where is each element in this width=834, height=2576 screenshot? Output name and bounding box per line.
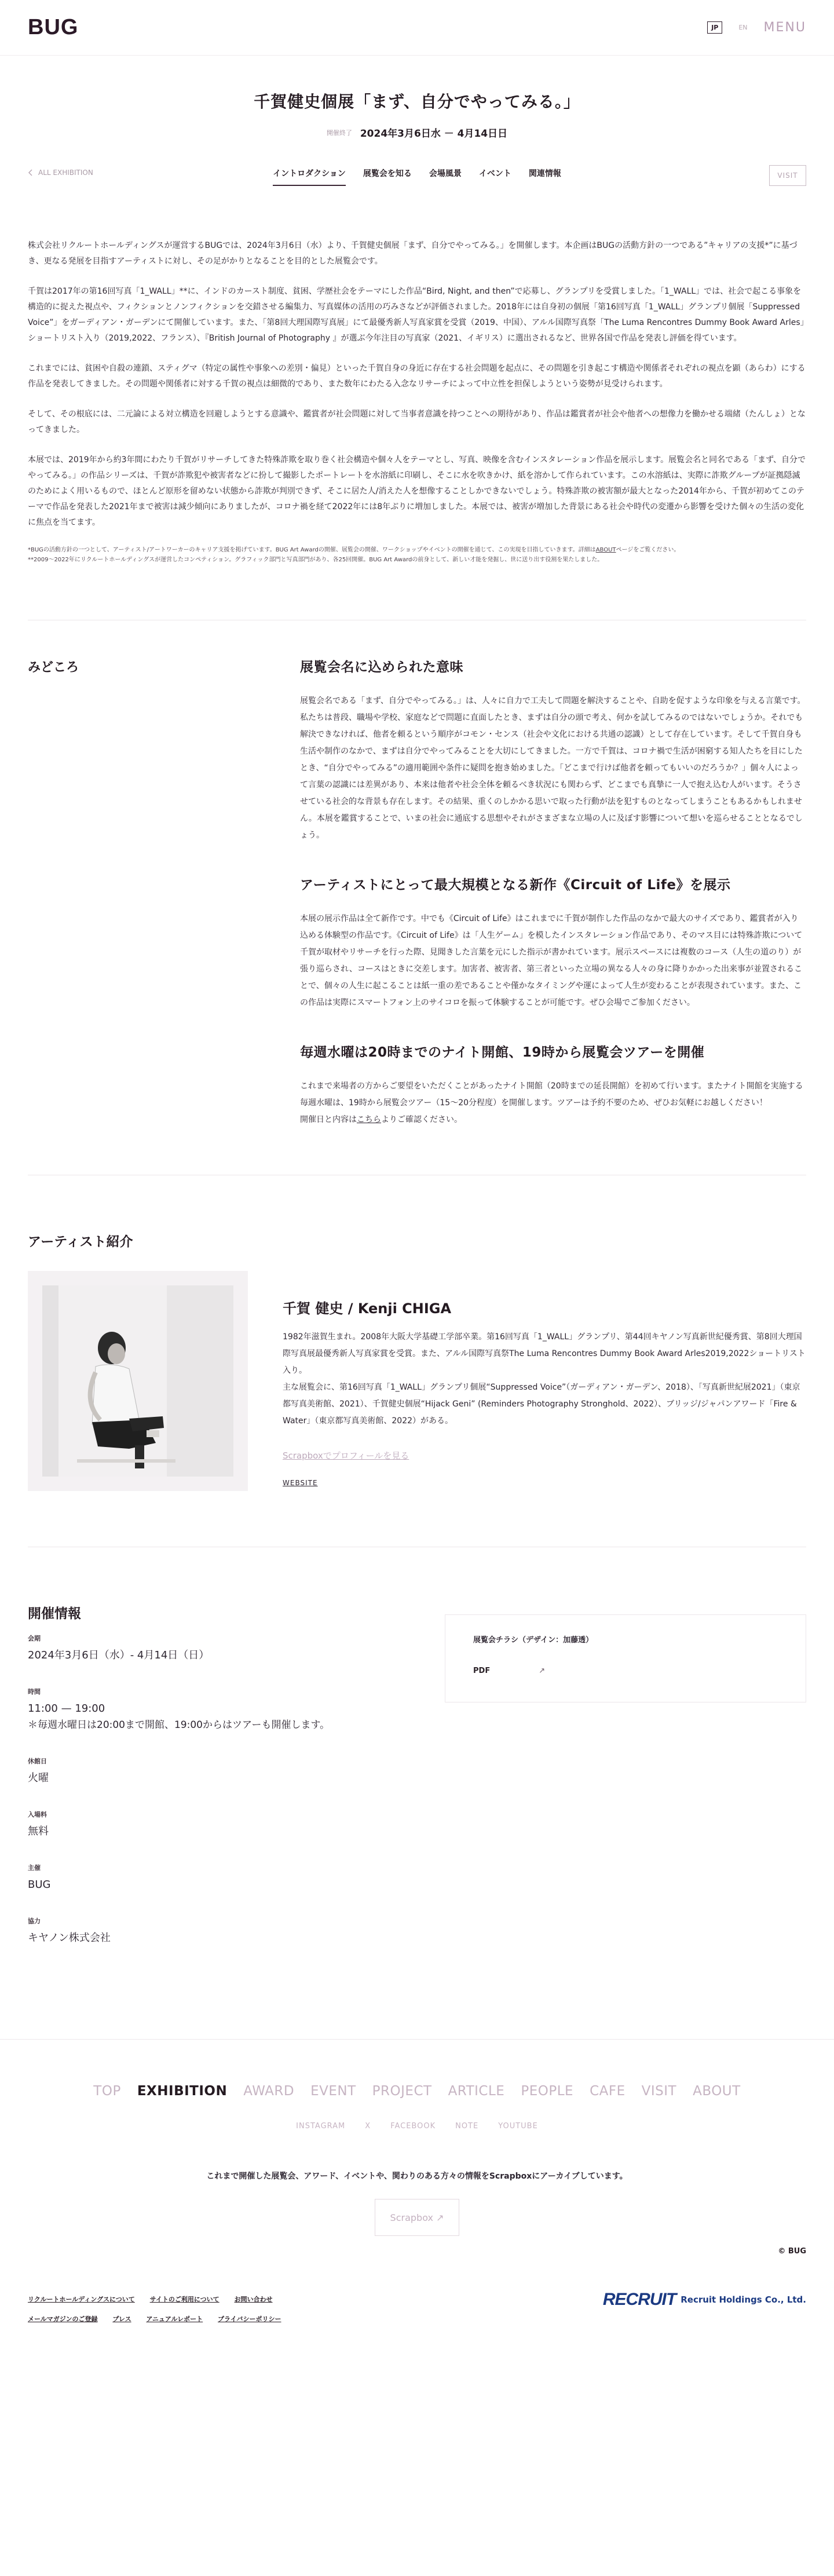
- info-label: 主催: [28, 1864, 41, 1872]
- tab-about-exhibition[interactable]: 展覧会を知る: [363, 169, 412, 178]
- recruit-text: Recruit Holdings Co., Ltd.: [681, 2294, 806, 2305]
- about-link[interactable]: ABOUT: [595, 547, 616, 553]
- info-item-closed: [28, 1756, 422, 1786]
- info-value: 火曜: [28, 1772, 49, 1784]
- info-item-organizer: [28, 1863, 422, 1893]
- copyright: © BUG: [778, 2247, 806, 2256]
- recruit-mark: RECRUIT: [602, 2290, 676, 2309]
- scrapbox-profile-link[interactable]: Scrapboxでプロフィールを見る: [283, 1450, 409, 1461]
- info-section: [0, 1547, 834, 2039]
- tab-bar: [0, 164, 834, 186]
- page-title: 千賀健史個展「まず、自分でやってみる。」: [254, 92, 580, 111]
- info-title: 開催情報: [28, 1606, 81, 1621]
- artist-exhibitions: 主な展覧会に、第16回写真「1_WALL」グランプリ個展“Suppressed Voice”（ガーディアン・ガーデン、2018）、「写真新世紀展2021」（東京都写真美術館、2021）、千賀健史個展“Hijack Geni” (Reminders Photography Stronghold、2022）、ブリッジ/ジャパンアワード「Fire & Water」（東京都写真美術館、2022）がある。: [283, 1383, 800, 1426]
- intro-paragraph: 本展では、2019年から約3年間にわたり千賀がリサーチしてきた特殊詐欺を取り巻く社会構造や個々人をテーマとし、写真、映像を含むインスタレーション作品を展示します。展覧会名と同名である「まず、自分でやってみる。」の作品シリーズは、千賀が詐欺犯や被害者などに扮して撮影したポートレートを水溶紙に印刷し、そこに水を吹きかけ、紙を溶かして作られています。この水溶紙は、実際に詐欺グループが証拠隠滅のためによく用いるもので、ほとんど原形を留めない状態から詐欺が判別できず、そこに居た人/消えた人を想像することしかできないでしょう。特殊詐欺の被害額が最大となった2014年から、千賀が初めてこのテーマで作品を発表した2021年まで被害は減少傾向にありましたが、コロナ禍を経て2022年には8年ぶりに増加しました。本展では、被害が増加した背景にある社会や時代の変遷から影響を受けた個々の生活の変化に焦点を当てます。: [28, 455, 806, 527]
- artist-name: 千賀 健史 / Kenji CHIGA: [283, 1300, 452, 1317]
- intro-paragraph: そして、その根底には、二元論による対立構造を回避しようとする意識や、鑑賞者が社会問題に対して当事者意識を持つことへの期待があり、作品は鑑賞者が社会や他者への想像力を働かせる端緒（たんしょ）となってきました。: [28, 410, 806, 434]
- highlights-section: [0, 620, 834, 1175]
- tab-related[interactable]: 関連情報: [528, 169, 561, 178]
- site-header: [0, 0, 834, 56]
- info-label: 協力: [28, 1917, 41, 1925]
- legal-link[interactable]: アニュアルレポート: [146, 2315, 203, 2323]
- info-value: 無料: [28, 1825, 49, 1837]
- menu-button[interactable]: MENU: [763, 20, 806, 35]
- social-x[interactable]: X: [365, 2122, 371, 2131]
- social-youtube[interactable]: YOUTUBE: [498, 2122, 538, 2131]
- footnotes: [28, 545, 806, 565]
- info-label: 会期: [28, 1635, 41, 1642]
- highlight-text-a: これまで来場者の方からご要望をいただくことがあったナイト開館（20時までの延長開館）を初めて行います。またナイト開館を実施する毎週水曜は、19時から展覧会ツアー（15〜20分程度）を開催します。ツアーは予約不要のため、ぜひお気軽にお越しください！: [300, 1081, 803, 1108]
- exhibition-period: [0, 125, 834, 140]
- info-list: [28, 1603, 422, 1970]
- lang-en-button[interactable]: EN: [738, 24, 748, 31]
- footnote-1-text: *BUGの活動方針の一つとして、アーティスト/アートワーカーのキャリア支援を掲げています。BUG Art Awardの開催、展覧会の開催、ワークショップやイベントの開催を通じて、この実現を目指していきます。詳細は: [28, 547, 596, 553]
- legal-links: [28, 2290, 294, 2329]
- tab-introduction[interactable]: イントロダクション: [273, 164, 346, 186]
- header-right: [707, 20, 806, 35]
- info-item-cooperation: [28, 1916, 422, 1946]
- intro-paragraph: 株式会社リクルートホールディングスが運営するBUGでは、2024年3月6日（水）より、千賀健史個展「まず、自分でやってみる。」を開催します。本企画はBUGの活動方針の一つである”キャリアの支援*”に基づき、更なる発展を目指すアーティストに対し、その足がかりとなることを目的とした展覧会です。: [28, 241, 798, 266]
- intro-paragraph: これまでには、貧困や自殺の連鎖、スティグマ（特定の属性や事象への差別・偏見）といった千賀自身の身近に存在する社会問題を起点に、その問題を引き起こす構造や関係者それぞれの視点を顕（あらわ）にする作品を発表してきました。その問題や関係者に対する千賀の視点は細微的であり、また数年にわたる入念なリサーチによって中立性を担保しようという姿勢が見受けられます。: [28, 364, 806, 389]
- info-item-fee: [28, 1810, 422, 1840]
- legal-link[interactable]: メールマガジンのご登録: [28, 2315, 98, 2323]
- external-link-icon: ↗: [539, 1667, 546, 1675]
- footer-nav-award[interactable]: AWARD: [243, 2084, 295, 2099]
- artist-section: [0, 1175, 834, 1547]
- legal-link[interactable]: プレス: [112, 2315, 131, 2323]
- visit-button[interactable]: VISIT: [769, 165, 806, 186]
- social-instagram[interactable]: INSTAGRAM: [296, 2122, 346, 2131]
- info-value: 11:00 — 19:00: [28, 1702, 105, 1715]
- highlight-text: 本展の展示作品は全て新作です。中でも《Circuit of Life》はこれまでに千賀が制作した作品のなかで最大のサイズであり、鑑賞者が入り込める体験型の作品です。《Circuit of Life》は「人生ゲーム」を模したインスタレーション作品であり、そのマス目には特殊詐欺について千賀が取材やリサーチを行った際、見聞きした言葉を元にした指示が書かれています。展示スペースには複数のコース（人生の道のり）が張り巡らされ、コースはときに交差します。加害者、被害者、第三者といった立場の異なる人々の身に降りかかった出来事が並置されることで、個々の人生に起こることは紙一重の差であることや僅かなタイミングや運によって人生が変わることが表現されています。また、この作品は実際にスマートフォン上のサイコロを振って体験することが可能です。ぜひ会場でご参加ください。: [300, 914, 803, 1007]
- info-label: 休館日: [28, 1757, 47, 1765]
- scrapbox-button[interactable]: Scrapbox ↗: [375, 2199, 459, 2236]
- footer-nav: [0, 2084, 834, 2099]
- footer-nav-article[interactable]: ARTICLE: [448, 2084, 505, 2099]
- highlight-text-b: 開催日と内容は: [300, 1115, 357, 1124]
- highlight-heading: 展覧会名に込められた意味: [300, 660, 463, 675]
- legal-link[interactable]: サイトのご利用について: [149, 2296, 220, 2303]
- info-value: BUG: [28, 1879, 51, 1891]
- footnote-1-tail: ページをご覧ください。: [616, 547, 680, 553]
- footer-nav-cafe[interactable]: CAFE: [590, 2084, 626, 2099]
- exhibition-title-block: [0, 56, 834, 140]
- introduction-section: [0, 198, 834, 565]
- highlight-text: [300, 1078, 806, 1128]
- legal-row: [28, 2290, 294, 2310]
- info-note: ＊毎週水曜日は20:00まで開館、19:00からはツアーも開催します。: [28, 1719, 330, 1731]
- schedule-link[interactable]: こちら: [357, 1115, 381, 1124]
- highlight-heading: アーティストにとって最大規模となる新作《Circuit of Life》を展示: [300, 878, 731, 893]
- social-note[interactable]: NOTE: [455, 2122, 479, 2131]
- footer-bottom: [28, 2290, 806, 2329]
- status-badge: 開催終了: [326, 129, 352, 137]
- flyer-card: [445, 1614, 806, 1702]
- flyer-pdf-link[interactable]: [473, 1667, 778, 1675]
- website-link[interactable]: WEBSITE: [283, 1479, 318, 1487]
- social-facebook[interactable]: FACEBOOK: [390, 2122, 436, 2131]
- sub-nav: [0, 151, 834, 198]
- info-label: 入場料: [28, 1811, 47, 1818]
- highlights-label: みどころ: [28, 660, 79, 675]
- intro-paragraph: 千賀は2017年の第16回写真「1_WALL」**に、インドのカースト制度、貧困、学歴社会をテーマにした作品“Bird, Night, and then”で応募し、グランプリを受賞しました。「1_WALL」では、社会で起こる事象を構造的に捉えた視点や、フィクションとノンフィクションを交錯させる編集力、写真媒体の活用の巧みさなどが評価されました。2018年には自身初の個展「第16回写真「1_WALL」グランプリ個展「Suppressed Voice”」をガーディアン・ガーデンにて開催しています。また、「第8回大理国際写真展」にて最優秀新人写真家賞を受賞（2019、中国）、アルル国際写真祭「The Luma Rencontres Dummy Book Award Arles」ショートリスト入り（2019,2022、フランス）、『British Journal of Photography 』が選ぶ今年注目の写真家（2021、イギリス）に選出されるなど、世界各国で作品を発表し評価を得ています。: [28, 287, 804, 343]
- period-dates: 2024年3月6日水 － 4月14日日: [360, 128, 508, 140]
- pdf-label: PDF: [473, 1667, 491, 1675]
- tab-events[interactable]: イベント: [478, 169, 511, 178]
- all-exhibition-label: ALL EXHIBITION: [38, 169, 93, 177]
- highlight-heading: 毎週水曜は20時までのナイト開館、19時から展覧会ツアーを開催: [300, 1045, 705, 1060]
- highlight-text-c: よりご確認ください。: [381, 1115, 462, 1124]
- artist-bio: 1982年滋賀生まれ。2008年大阪大学基礎工学部卒業。第16回写真「1_WALL」グランプリ、第44回キヤノン写真新世紀優秀賞、第8回大理国際写真展最優秀新人写真家賞を受賞。また、アルル国際写真祭The Luma Rencontres Dummy Book Award Arles2019,2022ショートリスト入り。: [283, 1332, 806, 1375]
- info-label: 時間: [28, 1688, 41, 1696]
- artist-info: [283, 1271, 806, 1491]
- site-footer: [0, 2039, 834, 2347]
- highlights-body: [300, 656, 806, 1128]
- footnote-2: **2009〜2022年にリクルートホールディングスが運営したコンペティション。グラフィック部門と写真部門があり、各25回開催。BUG Art Awardの前身として、新しい才能を発掘し、世に送り出す役割を果たしました。: [28, 557, 603, 563]
- info-value: 2024年3月6日（水）- 4月14日（日）: [28, 1649, 210, 1661]
- footer-nav-top[interactable]: TOP: [93, 2084, 121, 2099]
- footer-nav-visit[interactable]: VISIT: [641, 2084, 677, 2099]
- legal-row: [28, 2310, 294, 2329]
- legal-link[interactable]: リクルートホールディングスについて: [28, 2296, 135, 2303]
- footer-nav-people[interactable]: PEOPLE: [521, 2084, 574, 2099]
- highlight-text: 展覧会名である「まず、自分でやってみる。」は、人々に自力で工夫して問題を解決することや、自助を促すような印象を与える言葉です。私たちは普段、職場や学校、家庭などで問題に直面したとき、まずは自分の頭で考え、何かを試してみるのではないでしょうか。それでも解決できなければ、他者を頼るという順序がコモン・センス（社会や文化における共通の認識）として存在しています。そして千賀自身も生活や制作のなかで、まずは自分でやってみることを大切にしてきました。一方で千賀は、コロナ禍で生活が困窮する知人たちを目にしたとき、“自分でやってみる”の適用範囲や条件に疑問を抱き始めました。「どこまで行けば他者を頼ってもいいのだろうか？」個々人によって言葉の認識には差異があり、本来は他者や社会全体を頼るべき状況にも関わらず、どこまでも真摯に一人で抱え込む人がいます。そうさせている社会的な背景も存在します。その結果、重くのしかかる思いで取った行動が法を犯すものとなってしまうこともあるかもしれません。本展を鑑賞することで、いまの社会に通底する思想やそれがさまざまな立場の人に及ぼす影響について想いを巡らせることとなるでしょう。: [300, 696, 806, 840]
- legal-link[interactable]: お問い合わせ: [234, 2296, 273, 2303]
- footer-nav-about[interactable]: ABOUT: [693, 2084, 741, 2099]
- legal-link[interactable]: プライバシーポリシー: [218, 2315, 281, 2323]
- artist-section-title: アーティスト紹介: [28, 1234, 133, 1249]
- lang-jp-button[interactable]: JP: [707, 21, 722, 34]
- footer-nav-project[interactable]: PROJECT: [372, 2084, 432, 2099]
- info-item-period: [28, 1634, 422, 1664]
- artist-photo: [28, 1271, 248, 1491]
- artist-portrait-image: [42, 1285, 233, 1477]
- footer-nav-exhibition[interactable]: EXHIBITION: [137, 2084, 228, 2099]
- tab-venue[interactable]: 会場風景: [429, 169, 462, 178]
- flyer-title: 展覧会チラシ（デザイン：加藤透）: [473, 1636, 594, 1645]
- artist-row: [28, 1271, 806, 1491]
- info-value: キヤノン株式会社: [28, 1932, 111, 1944]
- footnote-1: [28, 545, 806, 555]
- social-links: [0, 2122, 834, 2131]
- bug-logo[interactable]: BUG: [28, 15, 79, 39]
- archive-text: これまで開催した展覧会、アワード、イベントや、関わりのある方々の情報をScrapboxにアーカイブしています。: [206, 2172, 628, 2181]
- footer-nav-event[interactable]: EVENT: [310, 2084, 356, 2099]
- recruit-logo[interactable]: [603, 2290, 806, 2310]
- info-item-hours: [28, 1687, 422, 1733]
